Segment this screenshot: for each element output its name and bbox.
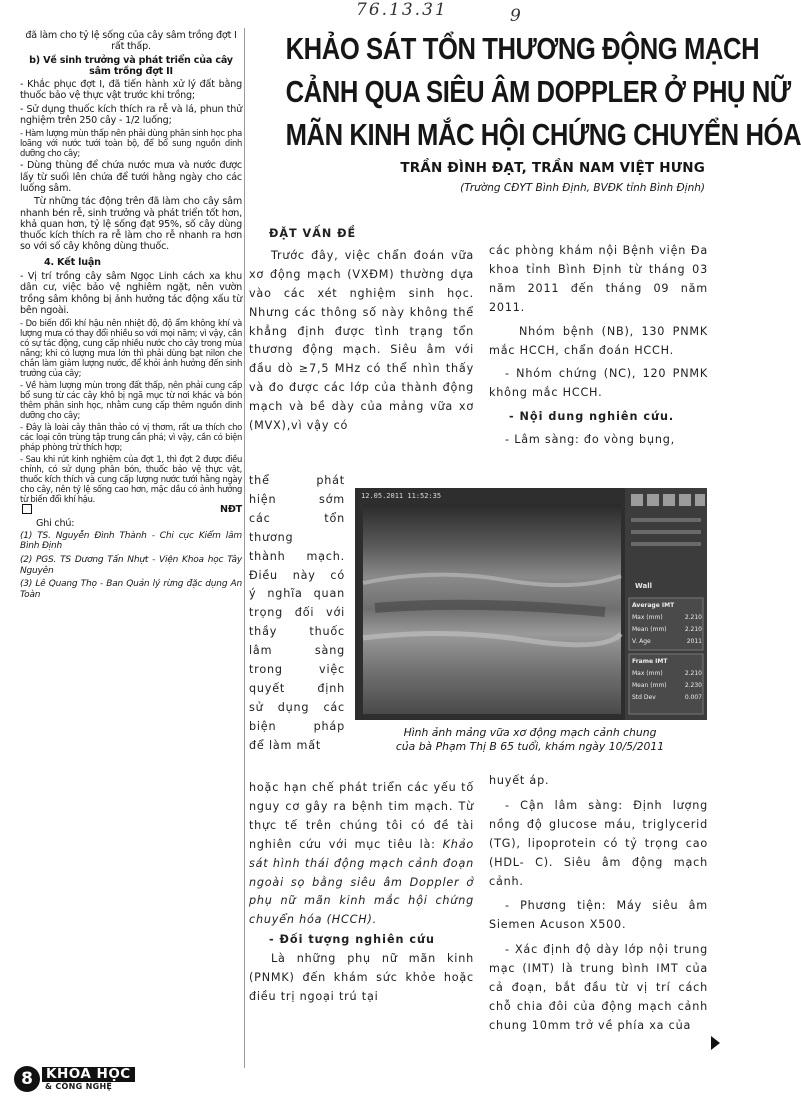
list-item: - Hàm lượng mùn thấp nên phải dùng phân sinh học pha loãng với nước tưới toàn bộ, để bổ sung nguồn dinh dưỡng cho cây; [20, 128, 242, 159]
title-line: CẢNH QUA SIÊU ÂM DOPPLER Ở PHỤ NỮ [285, 75, 791, 109]
wrapped-line: sử dụng các [249, 700, 345, 714]
wrapped-line: ý nghĩa quan [249, 587, 345, 601]
list-item: - Dùng thùng để chứa nước mưa và nước được lấy từ suối lên chứa để tưới hằng ngày cho các luống sâm. [20, 160, 242, 194]
figure-caption [350, 726, 710, 753]
list-item: - Vị trí trồng cây sâm Ngọc Linh cách xa khu dân cư, việc bảo vệ nghiêm ngặt, nên vườn trồng sâm không bị ảnh hưởng tác động xấu từ bên ngoài. [20, 271, 242, 316]
article-title [285, 28, 801, 157]
body-column-2 [489, 242, 708, 450]
wrapped-line: trọng đối với [249, 606, 345, 620]
left-intro: đã làm cho tỷ lệ sống của cây sâm trồng đợt I rất thấp. [25, 30, 237, 53]
wrapped-line: thầy thuốc [249, 625, 345, 639]
paragraph: các phòng khám nội Bệnh viện Đa khoa tỉnh Bình Định từ tháng 03 năm 2011 đến tháng 09 năm 2011. [489, 244, 708, 314]
body-column-2-bottom [489, 772, 708, 1036]
wrapped-line: quyết định [249, 681, 345, 695]
intro-paragraph: Trước đây, việc chẩn đoán vữa xơ động mạch (VXĐM) thường dựa vào các xét nghiệm sinh học. Nhưng các thông số này không thể khẳng định được tình trạng tổn thương động mạch. Siêu âm với đầu dò ≥7,5 MHz có thể nhìn thấy và đo được các lớp của thành động mạch và bề dày của mảng vữa xơ (MVX),vì vậy có [249, 248, 474, 433]
wrapped-line: để làm mất [249, 738, 322, 752]
wrapped-line: thành mạch. [249, 549, 345, 563]
list-item: - Về hàm lượng mùn trong đất thấp, nên phải cung cấp bổ sung từ các cây khô bị ngã mục từ nơi khác và bón thêm phân sinh học, nhằm cung cấp thêm nguồn dinh dưỡng cho cây; [20, 380, 242, 421]
end-square-icon [22, 504, 32, 514]
title-line: KHẢO SÁT TỔN THƯƠNG ĐỘNG MẠCH [285, 32, 760, 66]
title-line: MÃN KINH MẮC HỘI CHỨNG CHUYỂN HÓA [285, 118, 801, 152]
magazine-subtitle: & CÔNG NGHỆ [45, 1082, 113, 1092]
ultrasound-average-panel [632, 600, 702, 648]
notes-title: Ghi chú: [36, 517, 75, 529]
handwritten-page-number: 9 [510, 6, 521, 26]
section-heading-intro: ĐẶT VẤN ĐỀ [269, 227, 357, 240]
note-item: (3) Lê Quang Thọ - Ban Quản lý rừng đặc dụng An Toàn [20, 579, 242, 600]
readout-value: 2011 [686, 638, 702, 645]
ultrasound-frame-panel [632, 656, 702, 704]
section-heading-content: - Nội dung nghiên cứu. [509, 410, 675, 424]
caption-line: của bà Phạm Thị B 65 tuổi, khám ngày 10/5/2011 [395, 739, 665, 753]
readout-label: V. Age [632, 638, 651, 645]
handwritten-code: 76.13.31 [356, 0, 448, 20]
readout-label: Mean (mm) [632, 626, 667, 633]
readout-label: Std Dev [632, 694, 656, 701]
objective-paragraph [249, 779, 474, 930]
average-imt-label: Average IMT [632, 602, 675, 609]
frame-imt-label: Frame IMT [632, 658, 668, 665]
left-column [20, 30, 242, 603]
magazine-name: KHOA HỌC [42, 1067, 135, 1083]
wrapped-line: thương [249, 530, 294, 544]
caption-line: Hình ảnh mảng vữa xơ động mạch cảnh chung [403, 726, 657, 739]
summary-paragraph: Từ những tác động trên đã làm cho cây sâm nhanh bén rễ, sinh trưởng và phát triển tốt hơn, khả quan hơn, tỷ lệ sống đạt 95%, số cây dùng thuốc kích thích ra rễ làm cho rễ nhanh ra hơn so với số cây không dùng thuốc. [20, 196, 242, 253]
subjects-paragraph: Là những phụ nữ mãn kinh (PNMK) đến khám sức khỏe hoặc điều trị ngoại trú tại [249, 952, 474, 1003]
readout-label: Mean (mm) [632, 682, 667, 689]
wrapped-line: Điều này có [249, 568, 345, 582]
objective-lead: hoặc hạn chế phát triển các yếu tố nguy cơ gây ra bệnh tim mạch. Từ thực tế trên chúng tôi có đề tài nghiên cứu với mục tiêu là: [249, 781, 474, 851]
paragraph: - Phương tiện: Máy siêu âm Siemen Acuson X500. [489, 899, 708, 932]
note-item: (2) PGS. TS Dương Tấn Nhựt - Viện Khoa học Tây Nguyên [20, 555, 242, 576]
wrapped-line: lâm sàng [249, 644, 345, 658]
wrapped-text-column [249, 472, 345, 756]
paragraph: Nhóm bệnh (NB), 130 PNMK mắc HCCH, chẩn đoán HCCH. [489, 324, 708, 357]
wrapped-line: thể phát [249, 474, 345, 487]
affiliation: (Trường CĐYT Bình Định, BVĐK tỉnh Bình Định) [460, 182, 705, 194]
paragraph: - Nhóm chứng (NC), 120 PNMK không mắc HCCH. [489, 367, 708, 400]
ultrasound-image [355, 488, 707, 720]
list-item: - Sau khi rút kinh nghiệm của đợt 1, thì đợt 2 được điều chỉnh, có sử dụng phân bón, thuốc bảo vệ thực vật, thuốc kích thích và cung cấp lượng nước tưới hằng ngày cho cây, nên tỷ lệ sống cao hơn, mặc dầu có ảnh hưởng từ biến đổi khí hậu. [20, 454, 242, 505]
list-item: - Sử dụng thuốc kích thích ra rễ và lá, phun thử nghiệm trên 250 cây - 1/2 luống; [20, 103, 242, 127]
readout-value: 0.007 [684, 694, 702, 701]
readout-value: 2.210 [684, 626, 702, 633]
readout-label: Max (mm) [632, 670, 663, 677]
magazine-logo [14, 1064, 135, 1094]
page-number: 8 [14, 1066, 40, 1092]
paragraph: - Xác định độ dày lớp nội trung mạc (IMT) là trung bình IMT của cả đoạn, bắt đầu từ vị trí cách chỗ chia đôi của động mạch cảnh chung 10mm trở về phía xa của [489, 943, 708, 1032]
wrapped-line: biện pháp [249, 719, 345, 733]
paragraph: huyết áp. [489, 774, 550, 787]
paragraph: - Cận lâm sàng: Định lượng nồng độ glucose máu, triglycerid (TG), lipoprotein có tỷ trọng cao (HDL- C). Siêu âm động mạch cảnh. [489, 798, 708, 888]
conclusion-heading: 4. Kết luận [44, 256, 101, 268]
column-divider [244, 28, 245, 1068]
readout-value: 2.230 [684, 682, 702, 689]
readout-value: 2.210 [684, 614, 702, 621]
paragraph: - Lâm sàng: đo vòng bụng, [505, 433, 675, 447]
continue-arrow-icon [711, 1036, 720, 1050]
body-column-1 [249, 225, 474, 436]
ultrasound-timestamp: 12.05.2011 11:52:35 [361, 492, 442, 500]
section-b-title: b) Về sinh trưởng và phát triển của cây sâm trồng đợt II [29, 54, 233, 77]
authors: TRẦN ĐÌNH ĐẠT, TRẦN NAM VIỆT HƯNG [400, 160, 705, 176]
wrapped-line: các tổn [249, 511, 345, 525]
list-item: - Đây là loài cây thân thảo có vị thơm, rất ưa thích cho các loại côn trùng tập trung cắn phá; vì vậy, cần có biện pháp phòng trừ thích hợp; [20, 422, 242, 453]
note-item: (1) TS. Nguyễn Đình Thành - Chi cục Kiểm lâm Bình Định [20, 530, 242, 552]
list-item: - Khắc phục đợt I, đã tiến hành xử lý đất bằng thuốc bảo vệ thực vật trước khi trồng; [20, 79, 242, 102]
conclusion-end [20, 504, 242, 515]
readout-value: 2.210 [684, 670, 702, 677]
objective-text: Khảo sát hình thái động mạch cảnh đoạn ngoài sọ bằng siêu âm Doppler ở phụ nữ mãn kinh mắc hội chứng chuyển hóa (HCCH). [249, 837, 474, 927]
wrapped-line: trong việc [249, 663, 345, 677]
section-heading-subjects: - Đối tượng nghiên cứu [269, 933, 435, 947]
ultrasound-wall-label: Wall [635, 582, 652, 590]
signature: NĐT [219, 504, 242, 516]
body-column-1-bottom [249, 779, 474, 1007]
readout-label: Max (mm) [632, 614, 663, 621]
wrapped-line: hiện sớm [249, 492, 345, 506]
list-item: - Do biến đổi khí hậu nên nhiệt độ, độ ẩm không khí và lượng mưa có thay đổi nhiều so với mọi năm; vì vậy, cần có sự tác động, cung cấp nhiều nước cho cây trong mùa nắng; khi có lượng mưa lớn thì phải dùng bạt nilon che chắn làm giảm lượng nước, để khỏi ảnh hưởng đến sinh trưởng của cây; [20, 318, 242, 379]
